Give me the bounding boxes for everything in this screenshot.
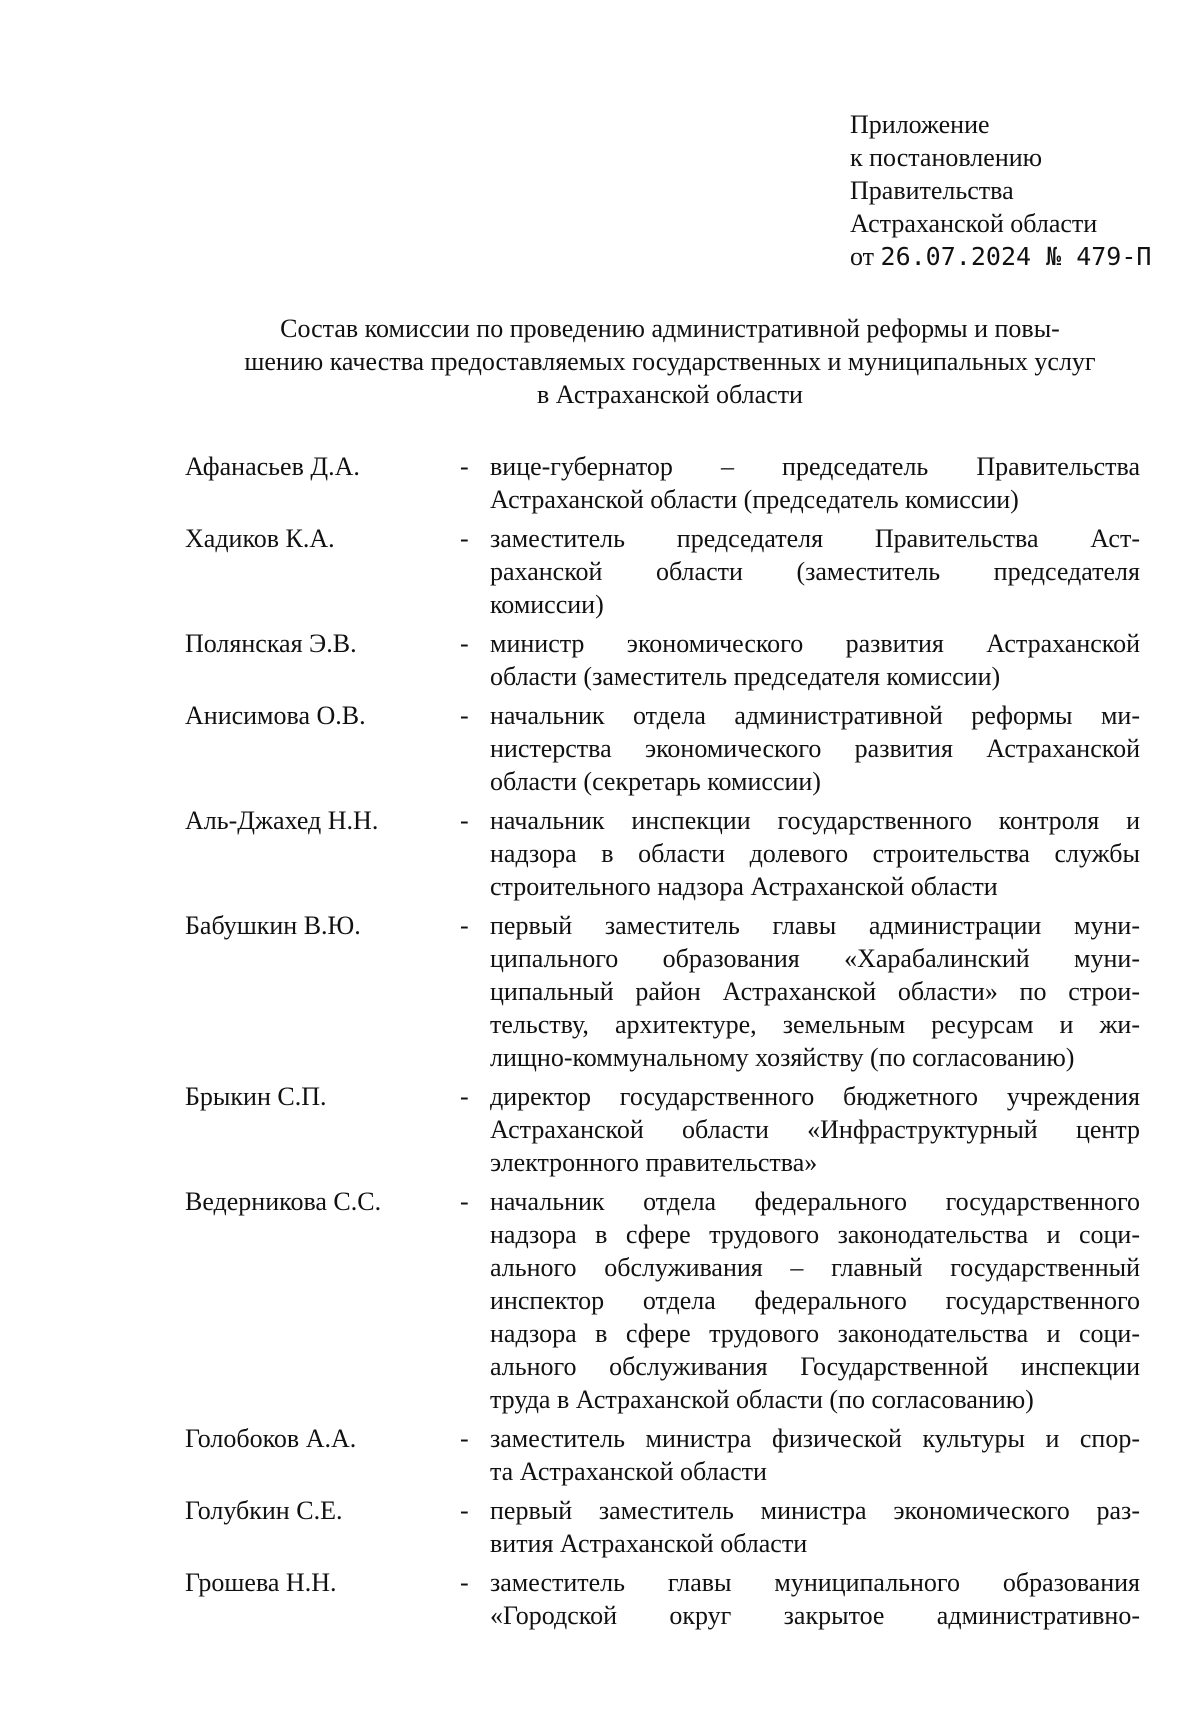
member-dash: - [460, 1082, 469, 1111]
document-title [190, 312, 1150, 411]
member-name: Полянская Э.В. [185, 629, 357, 658]
member-role-line: нистерства экономического развития Астраханской [490, 734, 1140, 763]
member-role [490, 1422, 1140, 1488]
member-role-line: надзора в сфере трудового законодательства и соци- [490, 1319, 1140, 1348]
member-dash: - [460, 701, 469, 730]
member-role-line: области (секретарь комиссии) [490, 767, 821, 796]
member-role [490, 909, 1140, 1074]
member-dash: - [460, 1568, 469, 1597]
member-name: Грошева Н.Н. [185, 1568, 337, 1597]
member-name: Ведерникова С.С. [185, 1187, 382, 1216]
member-role-line: первый заместитель министра экономического раз- [490, 1496, 1140, 1525]
member-role [490, 522, 1140, 621]
member-dash: - [460, 911, 469, 940]
member-role-line: заместитель председателя Правительства Аст- [490, 524, 1140, 553]
member-role-line: та Астраханской области [490, 1457, 767, 1486]
appendix-block [850, 108, 1151, 273]
member-row [185, 1422, 1140, 1488]
appendix-date-line [850, 240, 1151, 273]
member-dash: - [460, 1496, 469, 1525]
title-line-3: в Астраханской области [537, 380, 803, 409]
member-role-line: строительного надзора Астраханской области [490, 872, 998, 901]
member-role-line: начальник отдела административной реформы ми- [490, 701, 1140, 730]
member-name: Анисимова О.В. [185, 701, 366, 730]
member-role-line: вития Астраханской области [490, 1529, 808, 1558]
member-name: Афанасьев Д.А. [185, 452, 360, 481]
member-role-line: труда в Астраханской области (по согласованию) [490, 1385, 1034, 1414]
appendix-line-1: Приложение [850, 110, 990, 139]
member-row [185, 909, 1140, 1074]
member-row [185, 627, 1140, 693]
member-dash: - [460, 806, 469, 835]
member-row [185, 522, 1140, 621]
member-role [490, 1494, 1140, 1560]
member-role-line: ального обслуживания – главный государственный [490, 1253, 1140, 1282]
member-role-line: ципального образования «Харабалинский муни- [490, 944, 1140, 973]
member-role-line: вице-губернатор – председатель Правительства [490, 452, 1140, 481]
member-role-line: начальник отдела федерального государственного [490, 1187, 1140, 1216]
member-role-line: директор государственного бюджетного учреждения [490, 1082, 1140, 1111]
member-role-line: Астраханской области «Инфраструктурный центр [490, 1115, 1140, 1144]
title-line-2: шению качества предоставляемых государственных и муниципальных услуг [244, 347, 1096, 376]
member-row [185, 1080, 1140, 1179]
member-row [185, 1185, 1140, 1416]
appendix-line-2: к постановлению [850, 143, 1043, 172]
member-role [490, 1566, 1140, 1632]
member-role-line: первый заместитель главы администрации муни- [490, 911, 1140, 940]
title-line-1: Состав комиссии по проведению административной реформы и повы- [280, 314, 1060, 343]
member-row [185, 1566, 1140, 1632]
member-dash: - [460, 629, 469, 658]
appendix-line-3: Правительства [850, 176, 1014, 205]
member-dash: - [460, 1187, 469, 1216]
member-role-line: области (заместитель председателя комиссии) [490, 662, 1001, 691]
member-role-line: заместитель министра физической культуры и спор- [490, 1424, 1140, 1453]
members-list [185, 450, 1140, 1638]
member-row [185, 450, 1140, 516]
member-name: Хадиков К.А. [185, 524, 335, 553]
appendix-date-prefix: от [850, 242, 875, 271]
appendix-line-4: Астраханской области [850, 209, 1098, 238]
member-name: Голобоков А.А. [185, 1424, 357, 1453]
member-role-line: заместитель главы муниципального образования [490, 1568, 1140, 1597]
member-row [185, 804, 1140, 903]
member-dash: - [460, 524, 469, 553]
member-role [490, 1080, 1140, 1179]
member-dash: - [460, 1424, 469, 1453]
member-name: Аль-Джахед Н.Н. [185, 806, 379, 835]
member-role-line: надзора в области долевого строительства службы [490, 839, 1140, 868]
member-role-line: раханской области (заместитель председателя [490, 557, 1140, 586]
member-role-line: ального обслуживания Государственной инспекции [490, 1352, 1140, 1381]
member-role-line: инспектор отдела федерального государственного [490, 1286, 1140, 1315]
member-row [185, 1494, 1140, 1560]
member-role [490, 450, 1140, 516]
member-role-line: министр экономического развития Астраханской [490, 629, 1140, 658]
member-row [185, 699, 1140, 798]
member-name: Брыкин С.П. [185, 1082, 327, 1111]
member-role [490, 1185, 1140, 1416]
member-role [490, 699, 1140, 798]
member-role-line: надзора в сфере трудового законодательства и соци- [490, 1220, 1140, 1249]
member-role-line: лищно-коммунальному хозяйству (по согласованию) [490, 1043, 1075, 1072]
member-role [490, 627, 1140, 693]
member-name: Голубкин С.Е. [185, 1496, 343, 1525]
member-role-line: ципальный район Астраханской области» по строи- [490, 977, 1140, 1006]
member-role-line: «Городской округ закрытое административно- [490, 1601, 1140, 1630]
member-role [490, 804, 1140, 903]
member-role-line: комиссии) [490, 590, 604, 619]
member-role-line: начальник инспекции государственного контроля и [490, 806, 1140, 835]
member-name: Бабушкин В.Ю. [185, 911, 361, 940]
member-role-line: электронного правительства» [490, 1148, 818, 1177]
member-role-line: тельству, архитектуре, земельным ресурсам и жи- [490, 1010, 1140, 1039]
member-dash: - [460, 452, 469, 481]
member-role-line: Астраханской области (председатель комиссии) [490, 485, 1019, 514]
appendix-date-value: 26.07.2024 № 479-П [880, 242, 1152, 271]
